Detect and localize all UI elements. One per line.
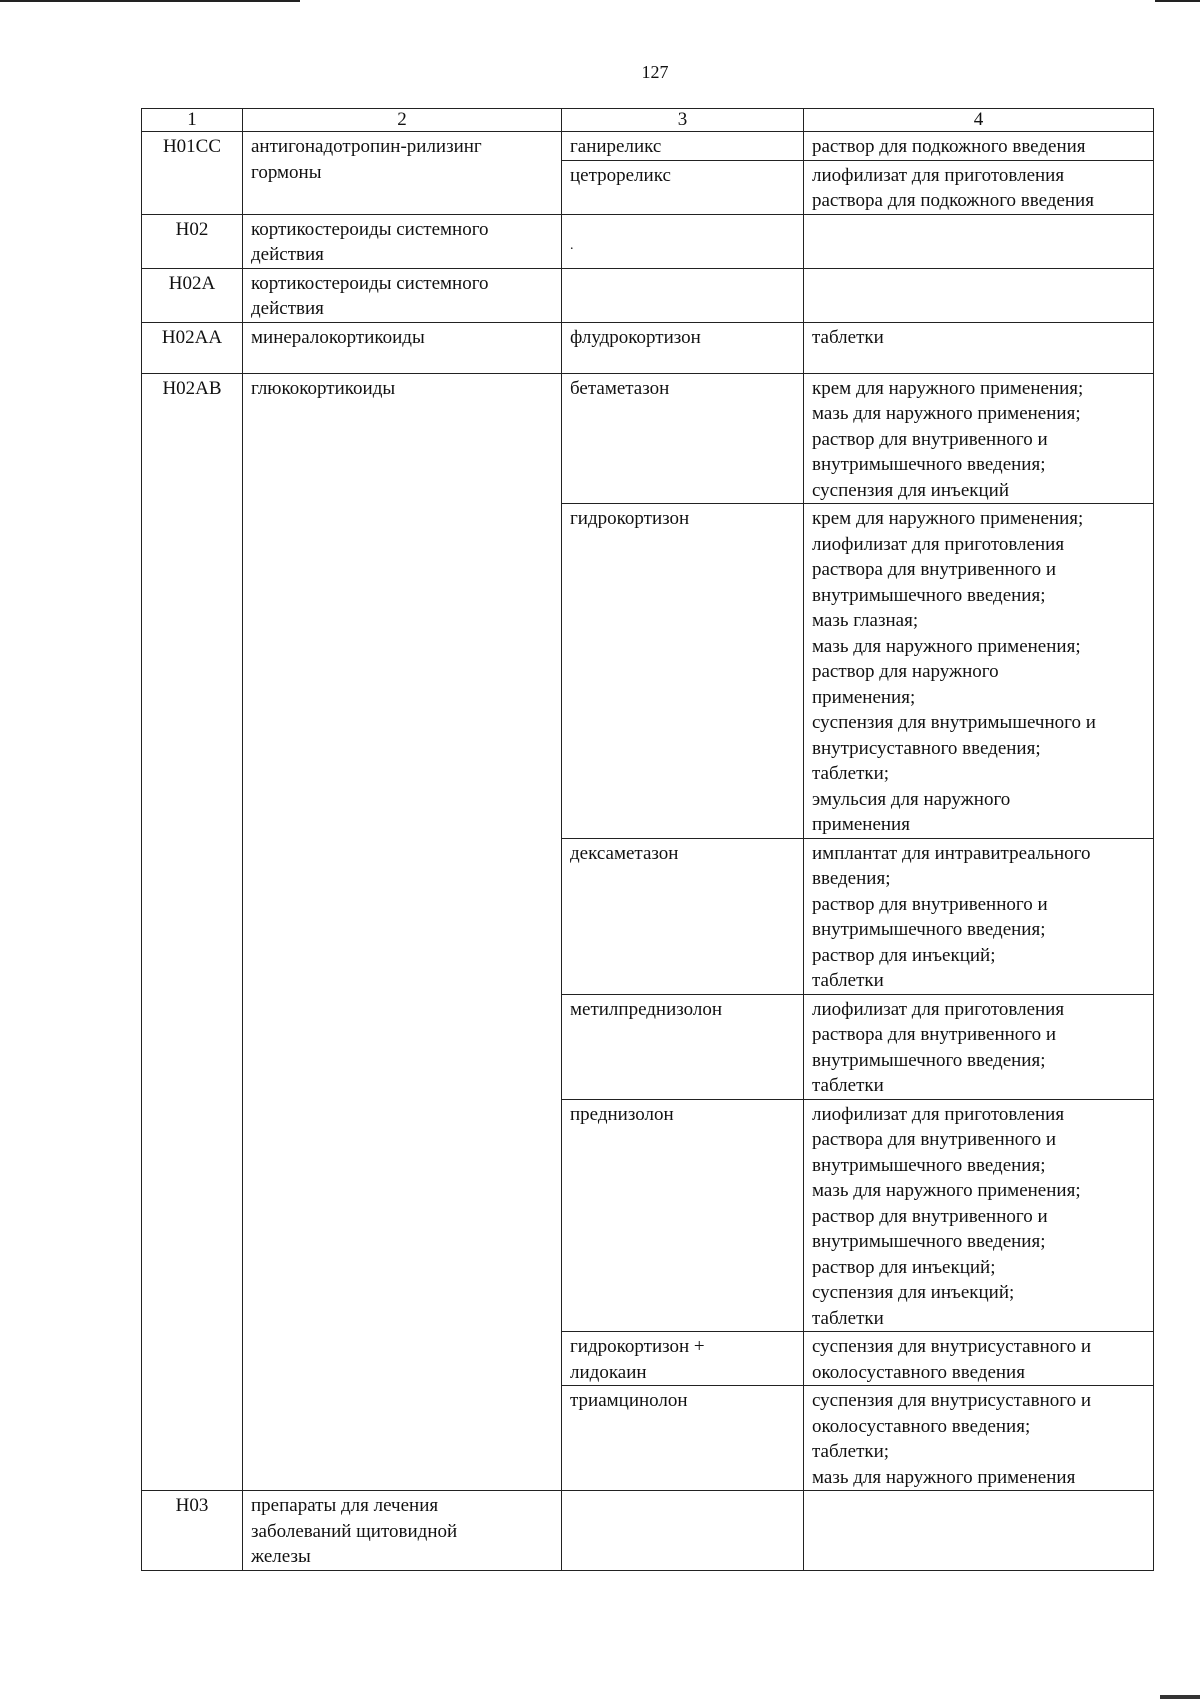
- column-header-4: 4: [804, 109, 1154, 132]
- group-name-line: препараты для лечения: [251, 1495, 439, 1516]
- dosage-form-line: мазь для наружного применения;: [812, 1180, 1081, 1201]
- dosage-form-line: раствор для внутривенного и: [812, 428, 1048, 450]
- table-row: [142, 1491, 1154, 1571]
- dosage-form-line: внутримышечного введения;: [812, 584, 1046, 606]
- drug-name: гидрокортизон: [562, 504, 804, 839]
- dosage-forms-empty: [804, 268, 1154, 322]
- group-name: кортикостероиды системного действия: [243, 214, 562, 268]
- group-name: кортикостероиды системного действия: [243, 268, 562, 322]
- dosage-form-line: таблетки;: [812, 763, 890, 784]
- dosage-form-line: внутримышечного введения;: [812, 1049, 1046, 1071]
- dosage-form-line: мазь глазная;: [812, 610, 919, 631]
- dosage-forms-empty: [804, 1491, 1154, 1571]
- group-name-line: железы: [251, 1546, 311, 1567]
- dosage-form-line: мазь для наружного применения;: [812, 635, 1081, 657]
- dosage-forms: [804, 373, 1154, 504]
- dosage-forms: [804, 838, 1154, 994]
- dosage-form-line: раствора для внутривенного и: [812, 1024, 1057, 1045]
- top-scan-rule-right: [1155, 0, 1200, 2]
- table-row: [142, 373, 1154, 504]
- drug-name: ганиреликс: [562, 132, 804, 161]
- dosage-form-line: внутримышечного введения;: [812, 1154, 1046, 1176]
- group-name: минералокортикоиды: [243, 322, 562, 373]
- dosage-forms-empty: [804, 214, 1154, 268]
- drug-name-line: гидрокортизон +: [570, 1336, 705, 1357]
- drug-classification-table: [141, 108, 1154, 1571]
- dosage-form-line: таблетки: [812, 970, 884, 991]
- drug-name-empty: [562, 1491, 804, 1571]
- dosage-form-line: раствор для внутривенного и: [812, 1205, 1048, 1227]
- drug-name: преднизолон: [562, 1099, 804, 1332]
- dosage-forms: [804, 1386, 1154, 1491]
- dosage-forms: [804, 994, 1154, 1099]
- atc-code: H02: [142, 214, 243, 268]
- dosage-form-line: лиофилизат для приготовления: [812, 1103, 1065, 1125]
- stray-mark: .: [570, 237, 574, 253]
- dosage-form-line: внутримышечного введения;: [812, 919, 1046, 940]
- table-row: [142, 268, 1154, 322]
- dosage-forms: [804, 322, 1154, 373]
- dosage-form-line: раствор для инъекций;: [812, 1256, 996, 1278]
- drug-name-line: лидокаин: [570, 1361, 647, 1383]
- drug-name-empty: [562, 268, 804, 322]
- dosage-form-line: раствора для внутривенного и: [812, 1129, 1057, 1150]
- atc-code: H02AB: [142, 373, 243, 1491]
- table-header-row: [142, 109, 1154, 132]
- column-header-2: 2: [243, 109, 562, 132]
- table-row: [142, 322, 1154, 373]
- dosage-form-line: эмульсия для наружного: [812, 788, 1011, 810]
- dosage-form-line: мазь для наружного применения: [812, 1466, 1076, 1488]
- group-name: антигонадотропин-рилизинг гормоны: [243, 132, 562, 215]
- dosage-forms: [804, 160, 1154, 214]
- atc-code: H02AA: [142, 322, 243, 373]
- atc-code: H02A: [142, 268, 243, 322]
- column-header-3: 3: [562, 109, 804, 132]
- dosage-form-line: раствора для внутривенного и: [812, 559, 1057, 580]
- page-number: 127: [641, 62, 669, 82]
- dosage-form-line: применения;: [812, 686, 916, 708]
- dosage-form-line: мазь для наружного применения;: [812, 403, 1081, 424]
- dosage-form-line: суспензия для внутрисуставного и: [812, 1336, 1091, 1357]
- dosage-form-line: раствора для подкожного введения: [812, 190, 1094, 211]
- drug-name: [562, 214, 804, 268]
- dosage-form-line: имплантат для интравитреального: [812, 842, 1091, 864]
- bottom-scan-mark: [1160, 1695, 1200, 1699]
- dosage-form-line: внутримышечного введения;: [812, 454, 1046, 475]
- dosage-form-line: суспензия для инъекций: [812, 479, 1010, 501]
- dosage-form-line: раствор для наружного: [812, 661, 999, 682]
- dosage-form-line: суспензия для внутрисуставного и: [812, 1390, 1091, 1411]
- table-row: [142, 132, 1154, 161]
- drug-name: [562, 1332, 804, 1386]
- dosage-form-line: лиофилизат для приготовления: [812, 164, 1065, 186]
- atc-code: H03: [142, 1491, 243, 1571]
- drug-name: триамцинолон: [562, 1386, 804, 1491]
- dosage-form-line: таблетки: [812, 1307, 884, 1329]
- dosage-forms: [804, 1332, 1154, 1386]
- dosage-form-line: внутримышечного введения;: [812, 1231, 1046, 1252]
- group-name: [243, 1491, 562, 1571]
- dosage-form-line: раствор для внутривенного и: [812, 893, 1048, 915]
- dosage-form-line: введения;: [812, 868, 891, 889]
- dosage-form-line: внутрисуставного введения;: [812, 737, 1041, 759]
- drug-name: бетаметазон: [562, 373, 804, 504]
- drug-name: флудрокортизон: [562, 322, 804, 373]
- table-row: [142, 214, 1154, 268]
- dosage-form-line: таблетки: [812, 1075, 884, 1096]
- top-scan-rule: [0, 0, 300, 2]
- dosage-form-line: суспензия для инъекций;: [812, 1282, 1015, 1303]
- dosage-form-line: таблетки;: [812, 1441, 890, 1462]
- dosage-form-line: раствор для инъекций;: [812, 944, 996, 966]
- atc-code: H01CC: [142, 132, 243, 215]
- dosage-forms: [804, 132, 1154, 161]
- dosage-forms: [804, 504, 1154, 839]
- dosage-form-line: околосуставного введения: [812, 1361, 1025, 1383]
- dosage-form-line: лиофилизат для приготовления: [812, 533, 1065, 555]
- group-name: глюкокортикоиды: [243, 373, 562, 1491]
- drug-name: дексаметазон: [562, 838, 804, 994]
- dosage-form-line: лиофилизат для приготовления: [812, 998, 1065, 1020]
- drug-name: цетрореликс: [562, 160, 804, 214]
- drug-name: метилпреднизолон: [562, 994, 804, 1099]
- group-name-line: заболеваний щитовидной: [251, 1520, 458, 1542]
- dosage-form-line: раствор для подкожного введения: [812, 136, 1086, 157]
- dosage-form-line: суспензия для внутримышечного и: [812, 712, 1096, 733]
- dosage-form-line: крем для наружного применения;: [812, 377, 1084, 399]
- dosage-form-line: околосуставного введения;: [812, 1415, 1031, 1437]
- dosage-form-line: применения: [812, 814, 910, 835]
- dosage-forms: [804, 1099, 1154, 1332]
- dosage-form-line: крем для наружного применения;: [812, 508, 1084, 529]
- dosage-form-line: таблетки: [812, 326, 884, 348]
- column-header-1: 1: [142, 109, 243, 132]
